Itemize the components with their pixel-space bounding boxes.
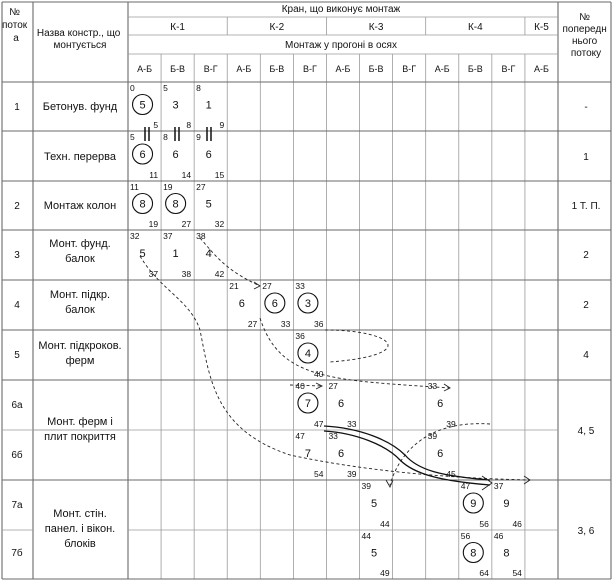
- start-time: 39: [361, 481, 372, 491]
- arrow-head: [254, 282, 260, 289]
- flow-number: 2: [14, 201, 20, 212]
- axis-label: Б-В: [368, 64, 384, 74]
- axis-label: В-Г: [302, 64, 317, 74]
- schedule-cell: [295, 281, 323, 329]
- schedule-cell: [163, 132, 191, 180]
- end-time: 39: [446, 419, 456, 429]
- header-prev-label: [563, 12, 610, 59]
- header-prev-line3: нього: [571, 36, 598, 47]
- duration-value: 5: [371, 547, 378, 560]
- duration-value: 6: [172, 149, 179, 161]
- duration-value: 6: [139, 149, 146, 161]
- previous-flow: 4, 5: [577, 426, 595, 437]
- start-time: 33: [328, 431, 338, 441]
- start-time: 32: [130, 231, 140, 241]
- end-time: 37: [148, 269, 159, 279]
- schedule-cell: [163, 83, 191, 130]
- crane-label: К-3: [368, 22, 384, 33]
- schedule-cell: [163, 182, 191, 229]
- arrow-path: [325, 330, 388, 362]
- schedule-cell: [494, 481, 522, 529]
- flow-number: 5: [14, 350, 20, 361]
- axis-label: А-Б: [534, 64, 549, 74]
- construction-name-line: Монт. стін.: [53, 508, 107, 520]
- header-prev-line2: попередн: [562, 24, 607, 35]
- schedule-cell: [461, 531, 489, 578]
- axis-label: В-Г: [501, 64, 516, 74]
- start-time: 36: [295, 331, 305, 341]
- construction-name: [45, 508, 115, 550]
- start-time: 9: [196, 132, 201, 142]
- schedule-cell: [295, 381, 323, 429]
- duration-value: 6: [337, 398, 345, 410]
- axis-label: Б-В: [170, 64, 186, 74]
- schedule-cell: [295, 331, 323, 379]
- duration-value: 6: [437, 398, 444, 410]
- start-time: 33: [295, 281, 305, 291]
- arrow-path: [140, 256, 530, 480]
- header-name-label: [37, 28, 123, 51]
- header-num-line1: №: [9, 7, 20, 18]
- duration-value: 9: [503, 498, 510, 510]
- schedule-cell: [130, 83, 158, 130]
- previous-flow: 2: [583, 300, 589, 311]
- construction-name-line: плит покриття: [44, 431, 116, 443]
- start-time: 47: [460, 481, 471, 491]
- construction-name: [38, 340, 121, 367]
- start-time: 37: [493, 481, 504, 491]
- duration-value: 3: [304, 298, 311, 310]
- duration-value: 6: [205, 149, 212, 161]
- schedule-cell: [362, 481, 390, 529]
- duration-value: 7: [304, 448, 311, 460]
- end-time: 32: [214, 219, 225, 229]
- construction-name: [50, 289, 110, 316]
- header-num-label: [2, 7, 30, 44]
- construction-name-line: Монт. підкроков.: [38, 340, 122, 352]
- flow-number: 7а: [11, 500, 23, 511]
- duration-value: 8: [172, 198, 179, 211]
- duration-value: 8: [470, 547, 477, 560]
- end-time: 64: [479, 568, 489, 578]
- start-time: 21: [229, 281, 239, 291]
- flow-number: 4: [14, 300, 20, 311]
- duration-value: 8: [139, 198, 146, 211]
- duration-value: 4: [205, 248, 212, 260]
- construction-name-line: блоків: [64, 538, 96, 550]
- start-time: 8: [163, 132, 168, 142]
- arrow-head: [444, 384, 450, 391]
- construction-name: [49, 238, 110, 265]
- schedule-cell: [229, 281, 257, 329]
- axis-label: Б-В: [269, 64, 285, 74]
- axis-label: А-Б: [236, 64, 252, 74]
- crane-label: К-5: [534, 22, 549, 33]
- end-time: 27: [181, 219, 192, 229]
- flow-number: 1: [14, 102, 20, 113]
- schedule-cell: [262, 281, 290, 329]
- construction-name-line: Монт. підкр.: [49, 289, 111, 301]
- schedule-cell: [328, 431, 356, 479]
- previous-flow: 1: [583, 152, 589, 163]
- start-time: 47: [295, 431, 305, 441]
- duration-value: 1: [205, 99, 212, 112]
- end-time: 54: [512, 568, 522, 578]
- end-time: 39: [347, 469, 357, 479]
- previous-flow: 4: [583, 350, 589, 361]
- start-time: 27: [196, 182, 206, 192]
- arrow-path: [200, 238, 260, 286]
- duration-value: 5: [139, 248, 146, 260]
- flow-number: 6б: [11, 450, 23, 461]
- header-name-line2: монтується: [53, 40, 107, 51]
- construction-name-line: Бетонув. фунд: [42, 101, 118, 113]
- duration-value: 1: [172, 248, 179, 260]
- schedule-cell: [494, 531, 522, 578]
- end-time: 45: [446, 469, 456, 479]
- header-name-line1: Назва констр., що: [36, 28, 121, 39]
- header-prev-line4: потоку: [570, 48, 602, 59]
- end-time: 42: [214, 269, 225, 279]
- start-time: 27: [328, 381, 338, 391]
- start-time: 5: [130, 132, 135, 142]
- construction-name-line: Техн. перерва: [44, 151, 116, 163]
- end-time: 56: [479, 519, 489, 529]
- axis-label: А-Б: [434, 64, 450, 74]
- construction-name-line: балок: [65, 304, 95, 316]
- end-time: 46: [512, 519, 522, 529]
- schedule-cell: [428, 381, 456, 429]
- start-time: 38: [196, 231, 206, 241]
- arrow-head: [386, 480, 393, 487]
- construction-name: [44, 151, 117, 163]
- end-time: 27: [247, 319, 258, 329]
- duration-value: 8: [503, 547, 510, 560]
- start-time: 44: [361, 531, 372, 541]
- schedule-cell: [328, 381, 356, 429]
- crane-title: Кран, що виконує монтаж: [281, 4, 401, 15]
- start-time: 46: [493, 531, 504, 541]
- duration-value: 5: [205, 198, 212, 211]
- header-num-line2: поток: [2, 20, 28, 31]
- start-time: 39: [427, 431, 438, 441]
- start-time: 27: [262, 281, 272, 291]
- flow-number: 6а: [11, 400, 23, 411]
- construction-name-line: ферм: [65, 355, 95, 367]
- schedule-cell: [163, 231, 191, 279]
- end-time: 49: [380, 568, 390, 578]
- start-time: 5: [163, 83, 168, 93]
- construction-name-line: Монт. ферм і: [47, 416, 113, 428]
- duration-value: 7: [304, 398, 311, 410]
- crane-label: К-4: [467, 22, 483, 33]
- end-time: 33: [347, 419, 357, 429]
- end-time: 14: [181, 170, 192, 180]
- end-time: 36: [313, 319, 324, 329]
- end-time: 40: [313, 369, 324, 379]
- schedule-cell: [196, 182, 224, 229]
- span-title: Монтаж у прогоні в осях: [285, 40, 397, 51]
- construction-name-line: Монтаж колон: [43, 200, 117, 212]
- construction-name-line: панел. і вікон.: [44, 523, 116, 535]
- start-time: 19: [163, 182, 173, 192]
- end-time: 11: [149, 170, 159, 180]
- axis-label: А-Б: [335, 64, 351, 74]
- start-time: 56: [460, 531, 471, 541]
- construction-name: [44, 416, 116, 443]
- end-time: 19: [148, 219, 159, 229]
- start-time: 11: [130, 182, 139, 192]
- start-time: 40: [295, 381, 305, 391]
- end-time: 54: [313, 469, 324, 479]
- duration-value: 3: [172, 99, 179, 112]
- construction-name: [43, 101, 118, 113]
- header-prev-line1: №: [579, 12, 590, 23]
- schedule-cell: [295, 431, 323, 479]
- schedule-cell: [130, 132, 158, 180]
- duration-value: 6: [271, 298, 278, 310]
- axis-label: В-Г: [203, 64, 218, 74]
- header-num-line3: а: [13, 33, 19, 44]
- duration-value: 5: [139, 99, 146, 112]
- previous-flow: 2: [583, 250, 589, 261]
- start-time: 33: [427, 381, 438, 391]
- schedule-cell: [362, 531, 390, 578]
- end-time: 44: [380, 519, 390, 529]
- start-time: 37: [163, 231, 173, 241]
- end-time: 9: [219, 120, 225, 130]
- end-time: 47: [313, 419, 324, 429]
- schedule-cell: [130, 182, 158, 229]
- schedule-cell: [196, 83, 224, 130]
- schedule-cell: [130, 231, 158, 279]
- start-time: 0: [130, 83, 135, 93]
- flow-number: 7б: [11, 548, 23, 559]
- duration-value: 9: [470, 498, 477, 510]
- crane-label: К-2: [269, 22, 285, 33]
- previous-flow: 1 Т. П.: [571, 201, 601, 212]
- duration-value: 5: [371, 498, 378, 510]
- flow-number: 3: [14, 250, 20, 261]
- duration-value: 6: [437, 448, 444, 460]
- axis-label: А-Б: [137, 64, 152, 74]
- axis-label: В-Г: [402, 64, 417, 74]
- construction-name-line: балок: [65, 253, 95, 265]
- construction-name-line: Монт. фунд.: [49, 238, 111, 250]
- start-time: 8: [196, 83, 201, 93]
- duration-value: 4: [304, 348, 311, 360]
- crane-movement-arrows: [140, 238, 530, 490]
- crane-label: К-1: [170, 22, 185, 33]
- duration-value: 6: [238, 298, 245, 310]
- end-time: 5: [153, 120, 159, 130]
- end-time: 8: [186, 120, 192, 130]
- construction-name: [44, 200, 116, 212]
- previous-flow: -: [584, 102, 588, 113]
- previous-flow: 3, 6: [577, 526, 595, 537]
- axis-label: Б-В: [467, 64, 483, 74]
- duration-value: 6: [337, 448, 345, 460]
- end-time: 38: [181, 269, 192, 279]
- end-time: 15: [214, 170, 225, 180]
- end-time: 33: [280, 319, 291, 329]
